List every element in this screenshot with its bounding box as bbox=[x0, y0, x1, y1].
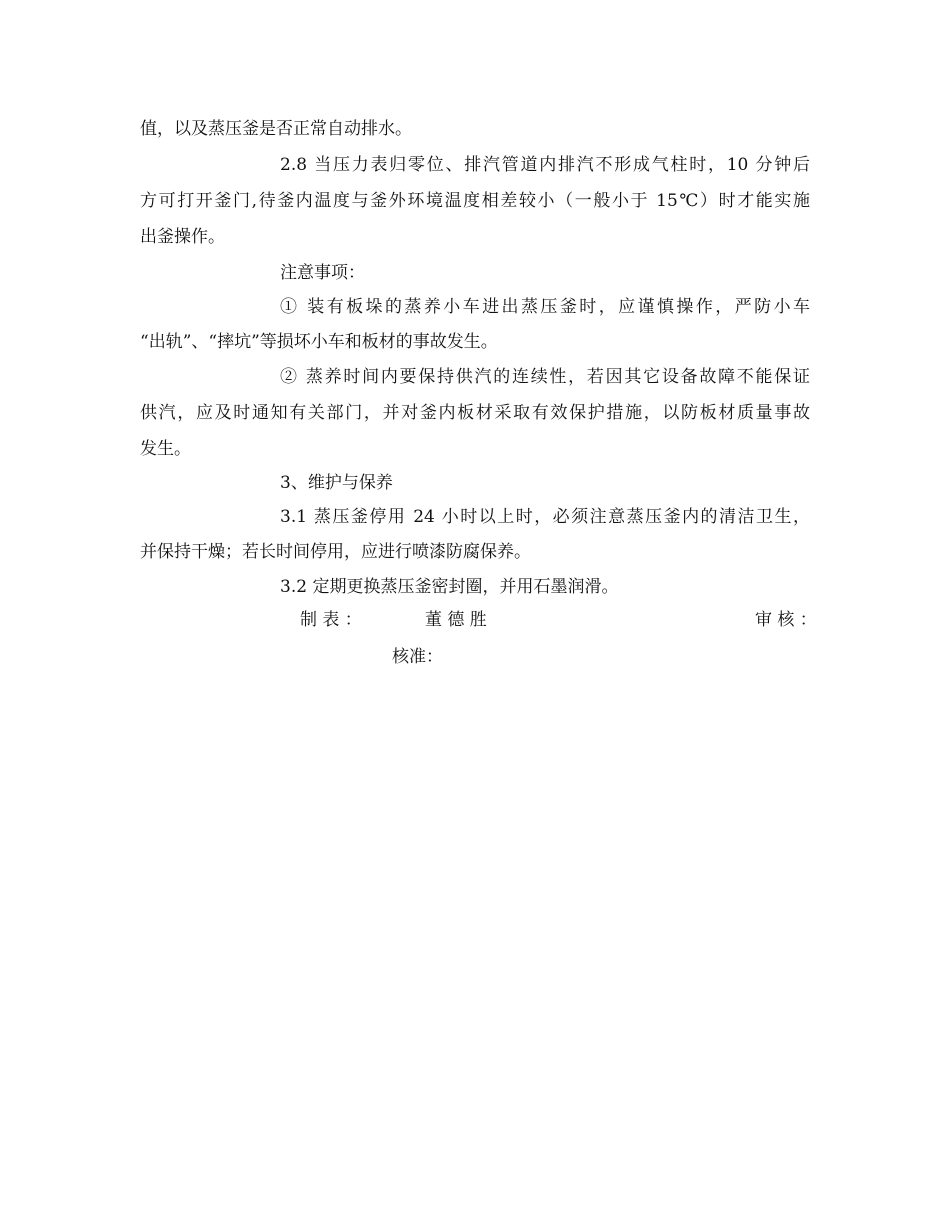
paragraph-line: 发生。 bbox=[140, 439, 191, 459]
paragraph-line: ② 蒸养时间内要保持供汽的连续性，若因其它设备故障不能保证 bbox=[280, 367, 810, 387]
paragraph-line: ① 装有板垛的蒸养小车进出蒸压釜时，应谨慎操作，严防小车 bbox=[280, 297, 810, 317]
paragraph-line: 3.2 定期更换蒸压釜密封圈，并用石墨润滑。 bbox=[280, 577, 619, 597]
paragraph-line: 出釜操作。 bbox=[140, 227, 225, 247]
paragraph-line: “出轨”、“摔坑”等损坏小车和板材的事故发生。 bbox=[140, 332, 498, 352]
prepared-by-label: 制 表 ： bbox=[300, 610, 362, 630]
prepared-by-name: 董 德 胜 bbox=[425, 610, 487, 630]
approved-by-label: 核准： bbox=[392, 647, 443, 667]
section-heading: 注意事项： bbox=[280, 263, 365, 283]
paragraph-line: 3.1 蒸压釜停用 24 小时以上时，必须注意蒸压釜内的清洁卫生， bbox=[280, 507, 810, 527]
paragraph-line: 并保持干燥；若长时间停用，应进行喷漆防腐保养。 bbox=[140, 542, 531, 562]
paragraph-line: 方可打开釜门,待釜内温度与釜外环境温度相差较小（一般小于 15℃）时才能实施 bbox=[140, 191, 810, 211]
paragraph-line: 2.8 当压力表归零位、排汽管道内排汽不形成气柱时，10 分钟后 bbox=[280, 155, 810, 175]
section-heading: 3、维护与保养 bbox=[280, 473, 393, 493]
paragraph-line: 供汽，应及时通知有关部门，并对釜内板材采取有效保护措施，以防板材质量事故 bbox=[140, 403, 810, 423]
paragraph-line: 值，以及蒸压釜是否正常自动排水。 bbox=[140, 119, 412, 139]
reviewed-by-label: 审 核 ： bbox=[755, 610, 817, 630]
